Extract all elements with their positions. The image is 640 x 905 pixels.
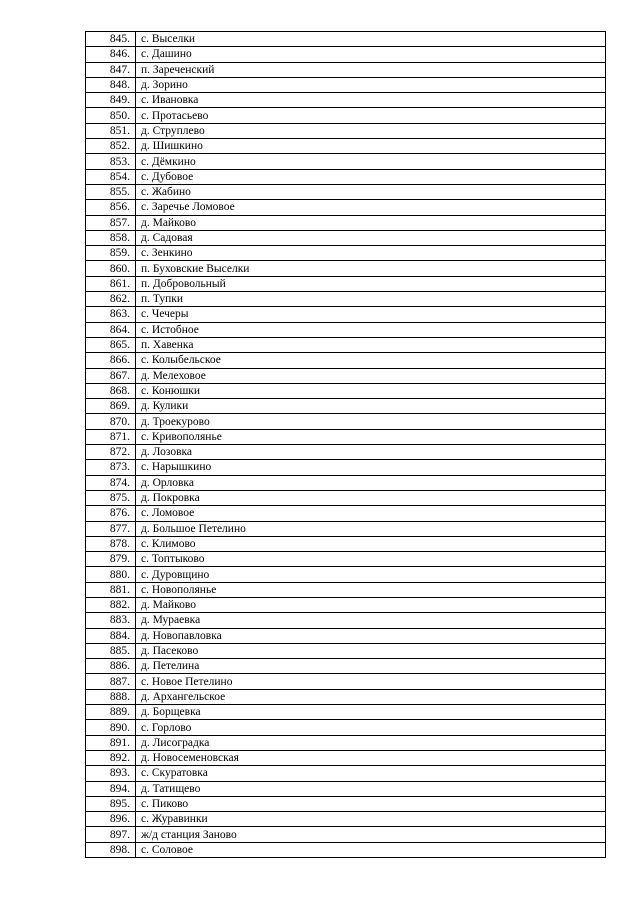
row-number: 886.	[86, 659, 136, 674]
settlement-name: с. Ивановка	[136, 93, 606, 108]
settlement-name: д. Майково	[136, 215, 606, 230]
settlement-name: д. Татищево	[136, 781, 606, 796]
settlement-name: с. Дуровщино	[136, 567, 606, 582]
row-number: 884.	[86, 628, 136, 643]
settlement-name: с. Пиково	[136, 796, 606, 811]
table-row	[86, 827, 606, 842]
settlement-name: с. Нарышкино	[136, 460, 606, 475]
row-number: 869.	[86, 399, 136, 414]
table-row	[86, 200, 606, 215]
row-number: 897.	[86, 827, 136, 842]
table-row	[86, 842, 606, 857]
table-row	[86, 353, 606, 368]
table-row	[86, 796, 606, 811]
table-row	[86, 123, 606, 138]
table-row	[86, 475, 606, 490]
settlement-name: п. Хавенка	[136, 337, 606, 352]
settlement-name: д. Садовая	[136, 230, 606, 245]
table-row	[86, 766, 606, 781]
table-row	[86, 536, 606, 551]
row-number: 845.	[86, 32, 136, 47]
row-number: 892.	[86, 750, 136, 765]
table-row	[86, 246, 606, 261]
table-row	[86, 276, 606, 291]
table-row	[86, 383, 606, 398]
row-number: 850.	[86, 108, 136, 123]
table-row	[86, 628, 606, 643]
table-row	[86, 705, 606, 720]
row-number: 852.	[86, 139, 136, 154]
table-row	[86, 506, 606, 521]
table-row	[86, 582, 606, 597]
table-row	[86, 154, 606, 169]
row-number: 887.	[86, 674, 136, 689]
table-row	[86, 735, 606, 750]
table-row	[86, 521, 606, 536]
settlement-name: с. Дашино	[136, 47, 606, 62]
settlement-name: с. Жабино	[136, 184, 606, 199]
row-number: 879.	[86, 552, 136, 567]
settlement-name: с. Дубовое	[136, 169, 606, 184]
settlement-name: п. Зареченский	[136, 62, 606, 77]
settlement-name: д. Орловка	[136, 475, 606, 490]
row-number: 878.	[86, 536, 136, 551]
settlement-name: д. Троекурово	[136, 414, 606, 429]
table-row	[86, 720, 606, 735]
settlement-name: с. Истобное	[136, 322, 606, 337]
row-number: 890.	[86, 720, 136, 735]
settlements-table-body	[86, 32, 606, 858]
table-row	[86, 429, 606, 444]
table-row	[86, 445, 606, 460]
settlement-name: д. Зорино	[136, 77, 606, 92]
settlement-name: с. Соловое	[136, 842, 606, 857]
settlement-name: д. Борщевка	[136, 705, 606, 720]
settlement-name: с. Ломовое	[136, 506, 606, 521]
row-number: 863.	[86, 307, 136, 322]
row-number: 873.	[86, 460, 136, 475]
settlement-name: п. Добровольный	[136, 276, 606, 291]
settlement-name: д. Мураевка	[136, 613, 606, 628]
settlements-table	[85, 31, 606, 858]
table-row	[86, 399, 606, 414]
table-row	[86, 414, 606, 429]
settlement-name: с. Выселки	[136, 32, 606, 47]
settlement-name: с. Скуратовка	[136, 766, 606, 781]
settlement-name: с. Чечеры	[136, 307, 606, 322]
row-number: 855.	[86, 184, 136, 199]
table-row	[86, 368, 606, 383]
table-row	[86, 460, 606, 475]
row-number: 896.	[86, 812, 136, 827]
row-number: 864.	[86, 322, 136, 337]
settlement-name: с. Дёмкино	[136, 154, 606, 169]
table-row	[86, 674, 606, 689]
row-number: 898.	[86, 842, 136, 857]
table-row	[86, 322, 606, 337]
settlement-name: д. Кулики	[136, 399, 606, 414]
settlement-name: д. Большое Петелино	[136, 521, 606, 536]
table-row	[86, 567, 606, 582]
row-number: 895.	[86, 796, 136, 811]
table-row	[86, 169, 606, 184]
settlement-name: д. Мелеховое	[136, 368, 606, 383]
row-number: 866.	[86, 353, 136, 368]
settlement-name: д. Новосеменовская	[136, 750, 606, 765]
row-number: 880.	[86, 567, 136, 582]
settlement-name: ж/д станция Заново	[136, 827, 606, 842]
row-number: 881.	[86, 582, 136, 597]
settlement-name: д. Струплево	[136, 123, 606, 138]
settlement-name: с. Колыбельское	[136, 353, 606, 368]
settlement-name: д. Новопавловка	[136, 628, 606, 643]
row-number: 861.	[86, 276, 136, 291]
row-number: 856.	[86, 200, 136, 215]
table-row	[86, 62, 606, 77]
settlement-name: с. Заречье Ломовое	[136, 200, 606, 215]
row-number: 858.	[86, 230, 136, 245]
row-number: 888.	[86, 689, 136, 704]
row-number: 889.	[86, 705, 136, 720]
settlement-name: с. Зенкино	[136, 246, 606, 261]
settlement-name: с. Протасьево	[136, 108, 606, 123]
row-number: 883.	[86, 613, 136, 628]
settlement-name: д. Архангельское	[136, 689, 606, 704]
settlement-name: д. Лозовка	[136, 445, 606, 460]
table-row	[86, 689, 606, 704]
row-number: 894.	[86, 781, 136, 796]
table-row	[86, 108, 606, 123]
table-row	[86, 47, 606, 62]
row-number: 857.	[86, 215, 136, 230]
settlement-name: с. Журавинки	[136, 812, 606, 827]
table-row	[86, 597, 606, 612]
table-row	[86, 613, 606, 628]
table-row	[86, 93, 606, 108]
row-number: 891.	[86, 735, 136, 750]
row-number: 865.	[86, 337, 136, 352]
row-number: 874.	[86, 475, 136, 490]
table-row	[86, 659, 606, 674]
settlement-name: с. Новополянье	[136, 582, 606, 597]
settlement-name: с. Топтыково	[136, 552, 606, 567]
table-row	[86, 230, 606, 245]
row-number: 847.	[86, 62, 136, 77]
settlement-name: с. Кривополянье	[136, 429, 606, 444]
row-number: 848.	[86, 77, 136, 92]
table-row	[86, 215, 606, 230]
settlement-name: с. Новое Петелино	[136, 674, 606, 689]
row-number: 872.	[86, 445, 136, 460]
row-number: 854.	[86, 169, 136, 184]
settlement-name: п. Тупки	[136, 292, 606, 307]
row-number: 868.	[86, 383, 136, 398]
table-row	[86, 77, 606, 92]
row-number: 876.	[86, 506, 136, 521]
row-number: 851.	[86, 123, 136, 138]
settlement-name: д. Лисоградка	[136, 735, 606, 750]
table-row	[86, 261, 606, 276]
table-row	[86, 643, 606, 658]
settlement-name: с. Горлово	[136, 720, 606, 735]
row-number: 885.	[86, 643, 136, 658]
settlement-name: д. Пасеково	[136, 643, 606, 658]
settlement-name: д. Шишкино	[136, 139, 606, 154]
table-row	[86, 184, 606, 199]
row-number: 849.	[86, 93, 136, 108]
table-row	[86, 490, 606, 505]
table-row	[86, 337, 606, 352]
table-row	[86, 307, 606, 322]
table-row	[86, 292, 606, 307]
settlement-name: д. Майково	[136, 597, 606, 612]
table-row	[86, 32, 606, 47]
settlement-name: с. Климово	[136, 536, 606, 551]
table-row	[86, 812, 606, 827]
settlement-name: д. Петелина	[136, 659, 606, 674]
settlement-name: п. Буховские Выселки	[136, 261, 606, 276]
table-row	[86, 139, 606, 154]
row-number: 875.	[86, 490, 136, 505]
row-number: 853.	[86, 154, 136, 169]
row-number: 871.	[86, 429, 136, 444]
row-number: 870.	[86, 414, 136, 429]
row-number: 860.	[86, 261, 136, 276]
table-row	[86, 750, 606, 765]
row-number: 862.	[86, 292, 136, 307]
settlement-name: д. Покровка	[136, 490, 606, 505]
row-number: 877.	[86, 521, 136, 536]
table-row	[86, 781, 606, 796]
row-number: 882.	[86, 597, 136, 612]
settlement-name: с. Конюшки	[136, 383, 606, 398]
row-number: 846.	[86, 47, 136, 62]
row-number: 867.	[86, 368, 136, 383]
table-row	[86, 552, 606, 567]
row-number: 893.	[86, 766, 136, 781]
row-number: 859.	[86, 246, 136, 261]
